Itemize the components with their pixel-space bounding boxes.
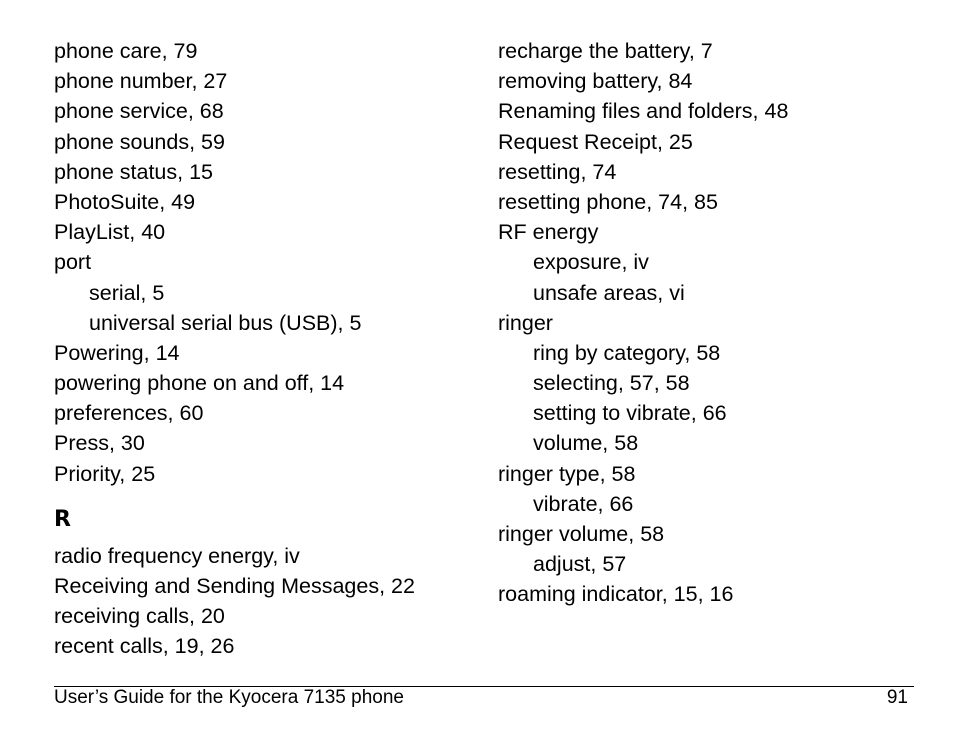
index-entries-r [54,541,474,662]
index-entry: ringer volume, 58 [498,522,665,546]
index-subentry: serial, 5 [89,280,165,305]
index-entry: ringer type, 58 [498,461,636,486]
footer-title: User’s Guide for the Kyocera 7135 phone [54,687,404,708]
index-entry: preferences, 60 [54,401,204,426]
index-entry: phone sounds, 59 [54,129,225,154]
index-entry: radio frequency energy, iv [54,543,300,568]
index-column-right [498,36,928,610]
index-subentry: vibrate, 66 [533,491,634,516]
index-entry: ringer [498,310,553,335]
index-entry: Receiving and Sending Messages, 22 [54,574,415,598]
index-entry: roaming indicator, 15, 16 [498,582,734,607]
index-subentry: selecting, 57, 58 [533,371,690,396]
index-entry: recent calls, 19, 26 [54,634,235,659]
index-entry: PlayList, 40 [54,220,166,245]
index-entry: resetting, 74 [498,159,617,184]
index-subentry: exposure, iv [533,250,649,275]
index-entry: powering phone on and off, 14 [54,371,345,396]
index-subentry: adjust, 57 [533,552,627,577]
index-entry: Powering, 14 [54,340,180,365]
index-entry: Request Receipt, 25 [498,129,693,154]
index-entry: port [54,250,92,275]
index-entry: receiving calls, 20 [54,604,225,629]
index-entry: Press, 30 [54,431,145,456]
index-subentry: universal serial bus (USB), 5 [89,310,362,335]
page-footer [54,686,914,708]
page-number: 91 [886,687,908,708]
index-subentry: ring by category, 58 [533,340,721,365]
index-entry: phone care, 79 [54,39,198,63]
index-section-letter: R [54,506,71,532]
index-entry: phone service, 68 [54,99,224,124]
index-entry: PhotoSuite, 49 [54,189,196,214]
index-entry: recharge the battery, 7 [498,39,713,63]
index-entry: Priority, 25 [54,461,156,486]
index-subentry: unsafe areas, vi [533,280,685,305]
index-entries-p [54,36,474,489]
index-entry: resetting phone, 74, 85 [498,189,718,214]
index-entry: RF energy [498,220,599,245]
index-column-left [54,36,474,662]
index-subentry: setting to vibrate, 66 [533,401,727,426]
index-entry: removing battery, 84 [498,69,693,94]
index-entry: Renaming files and folders, 48 [498,99,789,124]
index-entry: phone number, 27 [54,69,228,94]
index-entry: phone status, 15 [54,159,213,184]
index-subentry: volume, 58 [533,431,639,456]
index-entries-r-continued [498,36,928,610]
